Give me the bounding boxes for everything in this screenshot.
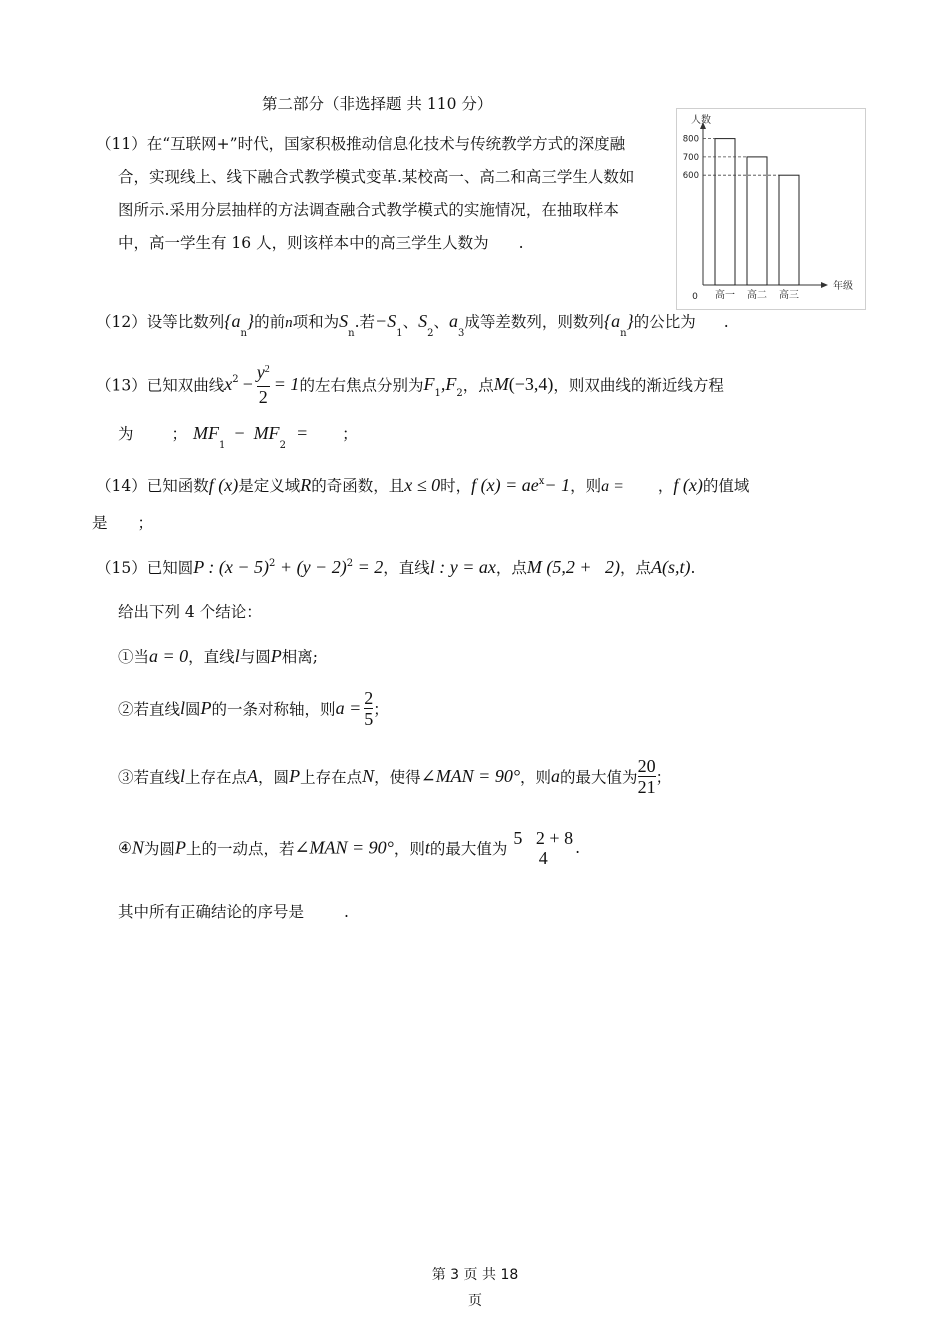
q15-c1-l: l <box>234 646 240 666</box>
q13-text-2: 的左右焦点分别为 <box>299 376 424 395</box>
q15-c4-den: 4 <box>538 848 548 868</box>
q13-MF2: MF <box>253 423 280 443</box>
q15-c4-P: P <box>174 837 186 858</box>
q14-text-6: 的值域 <box>702 477 750 495</box>
q12-rbrace-2: } <box>626 311 634 331</box>
section-heading: 第二部分（非选择题 共 110 分） <box>262 95 493 113</box>
q15-c1-mark: ①当 <box>118 648 150 666</box>
q15-c4-text-1: 为圆 <box>143 840 175 858</box>
q15-circle-3: = 2 <box>353 557 384 577</box>
q12-a: a <box>231 311 241 331</box>
q15-intro: 给出下列 4 个结论： <box>118 603 262 621</box>
page-footer-line1: 第 3 页 共 18 <box>431 1267 519 1283</box>
bar-2 <box>747 157 767 285</box>
q12-text-4: .若 <box>354 313 376 331</box>
q11-line4-text: 中，高一学生有 16 人，则该样本中的高三学生人数为 <box>118 234 489 252</box>
question-15 <box>96 556 695 578</box>
q15-point-M: M (5,2 + 2) <box>526 557 621 577</box>
q12-S1: S <box>387 311 397 331</box>
q15-c3-a: a <box>551 766 561 786</box>
question-14-line2 <box>92 511 153 533</box>
q15-c1-text-1: ，直线 <box>188 648 235 666</box>
q15-c4-num: 5 2 + 8 <box>513 828 574 848</box>
q14-expr1: f (x) = ae <box>471 475 539 495</box>
page-footer-line2: 页 <box>468 1293 482 1309</box>
q14-cond: x ≤ 0 <box>404 475 441 495</box>
q12-n: n <box>285 315 293 331</box>
q15-point-A: A(s,t) <box>651 557 691 577</box>
q13-sub-2: 2 <box>456 388 463 399</box>
q11-text-line1 <box>96 132 625 154</box>
q15-c4-text-2: 上的一动点，若 <box>185 840 295 858</box>
q15-c2-den: 5 <box>364 709 374 729</box>
q12-S: S <box>339 311 349 331</box>
q11-line2: 合，实现线上、线下融合式教学模式变革.某校高一、高二和高三学生人数如 <box>118 168 635 186</box>
q12-sub-n2: n <box>348 328 355 339</box>
q15-c2-text-2: 的一条对称轴，则 <box>211 700 336 719</box>
q14-sup-x: x <box>538 476 545 487</box>
q15-c3-mark: ③若直线 <box>118 768 181 787</box>
q14-expr2: − 1 <box>544 475 571 495</box>
y-axis-label: 人数 <box>691 115 711 126</box>
q13-eq1: = 1 <box>273 374 300 394</box>
q15-c3-l: l <box>180 766 186 786</box>
q14-number: （14） <box>96 477 147 495</box>
question-14 <box>96 474 749 496</box>
q15-c4-angle: ∠MAN = 90° <box>294 837 394 858</box>
q14-line2: 是 <box>92 514 108 532</box>
q15-c4-fraction <box>511 828 575 868</box>
q15-c3-angle: ∠MAN = 90° <box>420 766 521 786</box>
bar-1 <box>715 139 735 285</box>
q15-sup-2: 2 <box>346 558 354 569</box>
q12-lbrace-2: { <box>603 311 612 331</box>
q15-c3-N: N <box>362 766 375 786</box>
q14-a-eq: a = <box>601 478 624 495</box>
q13-x: x <box>224 374 233 394</box>
q13-F2: F <box>445 374 457 394</box>
q15-text-3: ，点 <box>495 559 527 577</box>
q15-conclusion-2 <box>118 688 389 729</box>
q12-a3: a <box>448 311 458 331</box>
y-tick-label-3: 600 <box>682 171 699 182</box>
q13-MF2-sub: 2 <box>279 440 286 451</box>
q15-circle-1: P : (x − 5) <box>193 557 270 577</box>
q15-sup-1: 2 <box>269 558 276 569</box>
q13-text-3: ，点 <box>462 376 494 395</box>
q15-c2-text-1: 圆 <box>185 700 201 719</box>
q15-c3-den: 21 <box>637 777 656 797</box>
q13-frac-den: 2 <box>258 387 268 407</box>
q11-line4-end: . <box>518 234 524 252</box>
q13-minus: − <box>241 374 254 394</box>
q15-conclusion-1 <box>118 645 318 667</box>
question-12 <box>96 310 729 339</box>
q14-text-4: 时， <box>440 477 472 495</box>
q15-c3-end: ； <box>655 768 672 787</box>
q12-text-5b: 、 <box>433 313 449 331</box>
q12-text-2: 的前 <box>254 313 286 331</box>
q14-fx: f (x) <box>208 475 239 495</box>
q15-c2-l: l <box>180 698 186 718</box>
q15-c1-text-3: 相离; <box>281 648 318 666</box>
q11-line1: 在“互联网+”时代，国家积极推动信息化技术与传统教学方式的深度融 <box>146 135 626 153</box>
q13-MF1-sub: 1 <box>219 440 226 451</box>
q15-c3-A: A <box>247 766 259 786</box>
q12-sub-2: 2 <box>427 328 434 339</box>
category-label-2: 高二 <box>747 290 767 301</box>
bar-3 <box>779 175 799 285</box>
q12-S2: S <box>418 311 428 331</box>
q15-final <box>118 900 349 922</box>
q12-lbrace: { <box>224 311 232 331</box>
question-13-line2 <box>118 422 358 451</box>
q15-conclusion-3 <box>118 756 671 797</box>
q15-end: . <box>690 559 696 577</box>
y-tick-label-1: 800 <box>682 134 699 145</box>
q14-semi: ； <box>137 514 154 532</box>
q11-line4 <box>118 231 524 253</box>
q15-final-end: . <box>344 903 349 921</box>
q13-diff-minus: − <box>233 423 246 443</box>
q15-c2-mark: ②若直线 <box>118 700 181 719</box>
q13-y: y <box>256 362 265 382</box>
chart-svg <box>677 109 865 309</box>
q15-c2-a-eq: a = <box>335 698 362 718</box>
q11-number: （11） <box>96 135 147 153</box>
q15-text-1: 已知圆 <box>146 559 194 577</box>
q13-y-sup: 2 <box>264 364 270 375</box>
q14-fx-2: f (x) <box>673 475 703 495</box>
q13-M: M <box>493 374 509 394</box>
q15-c3-text-6: 的最大值为 <box>560 768 638 787</box>
q12-a-2: a <box>611 311 621 331</box>
q12-text-6: 成等差数列，则数列 <box>464 313 604 331</box>
q13-comma: , <box>440 374 446 394</box>
x-axis-label: 年级 <box>833 281 853 292</box>
q12-number: （12） <box>96 313 147 331</box>
q13-sub-1: 1 <box>434 388 441 399</box>
q12-sub-n3: n <box>620 328 627 339</box>
q13-line2-start: 为 <box>118 425 134 443</box>
q13-semi2: ； <box>342 425 358 443</box>
q15-c2-fraction <box>364 688 373 729</box>
q15-c4-end: . <box>575 839 581 857</box>
q12-sub-1: 1 <box>396 328 403 339</box>
q14-R: R <box>300 475 312 495</box>
q15-conclusion-4 <box>118 828 580 868</box>
q14-text-5: ，则 <box>570 477 602 495</box>
q15-line-l: l : y = ax <box>429 557 496 577</box>
q15-c2-end: ； <box>373 700 389 719</box>
q11-line3: 图所示.采用分层抽样的方法调查融合式教学模式的实施情况，在抽取样本 <box>118 201 619 219</box>
q15-c1-P: P <box>270 646 282 666</box>
q15-c2-num: 2 <box>364 688 374 708</box>
q15-c3-text-1: 上存在点 <box>185 768 248 787</box>
x-axis-arrow <box>821 282 828 288</box>
q15-c3-fraction <box>638 756 656 797</box>
q15-final-text: 其中所有正确结论的序号是 <box>118 903 305 921</box>
q12-text-1: 设等比数列 <box>146 313 225 331</box>
question-13 <box>96 362 724 407</box>
q15-c3-P: P <box>289 766 301 786</box>
q13-MF1: MF <box>193 423 220 443</box>
q13-semi1: ； <box>171 425 188 443</box>
q12-text-7: 的公比为 <box>633 313 696 331</box>
q14-text-3: 的奇函数，且 <box>311 477 405 495</box>
q15-circle-2: + (y − 2) <box>275 557 347 577</box>
q13-F1: F <box>423 374 435 394</box>
q13-x-sup: 2 <box>232 373 239 385</box>
q13-number: （13） <box>96 376 147 395</box>
q13-fraction <box>257 362 270 407</box>
q14-text-1: 已知函数 <box>146 477 209 495</box>
category-label-1: 高一 <box>715 290 735 301</box>
q15-c4-text-4: 的最大值为 <box>429 840 508 858</box>
student-count-chart <box>676 108 866 310</box>
q15-c3-num: 20 <box>637 756 656 776</box>
category-label-3: 高三 <box>779 290 799 301</box>
q15-c4-t: t <box>424 837 430 858</box>
q12-sub-n: n <box>240 328 247 339</box>
q15-c3-text-4: ，使得 <box>374 768 421 787</box>
q13-M-coords: (−3,4) <box>508 374 554 394</box>
q15-c4-mark: ④ <box>118 839 132 857</box>
q13-text-4: ，则双曲线的渐近线方程 <box>553 376 724 395</box>
q12-text-3: 项和为 <box>292 313 340 331</box>
q15-c4-text-3: ，则 <box>393 840 425 858</box>
q12-rbrace: } <box>246 311 255 331</box>
q12-sub-3: 3 <box>457 328 465 339</box>
q15-text-2: ，直线 <box>383 559 430 577</box>
q15-c1-a0: a = 0 <box>149 646 189 666</box>
q15-c3-text-5: ，则 <box>520 768 552 787</box>
q12-minus: − <box>375 311 388 331</box>
q12-end: . <box>723 313 729 331</box>
q15-number: （15） <box>96 559 147 577</box>
q13-equals: = <box>295 423 309 443</box>
q15-c4-N: N <box>131 837 144 858</box>
q12-text-5: 、 <box>402 313 419 331</box>
origin-label: 0 <box>692 292 698 302</box>
q15-text-4: ，点 <box>620 559 652 577</box>
y-tick-label-2: 700 <box>682 152 699 163</box>
q14-comma: ， <box>657 477 674 495</box>
q15-c3-text-3: 上存在点 <box>300 768 363 787</box>
q13-text-1: 已知双曲线 <box>146 376 225 395</box>
q15-c2-P: P <box>200 698 212 718</box>
q15-c1-text-2: 与圆 <box>239 648 271 666</box>
q15-c3-text-2: ，圆 <box>258 768 290 787</box>
q14-text-2: 是定义域 <box>238 477 301 495</box>
